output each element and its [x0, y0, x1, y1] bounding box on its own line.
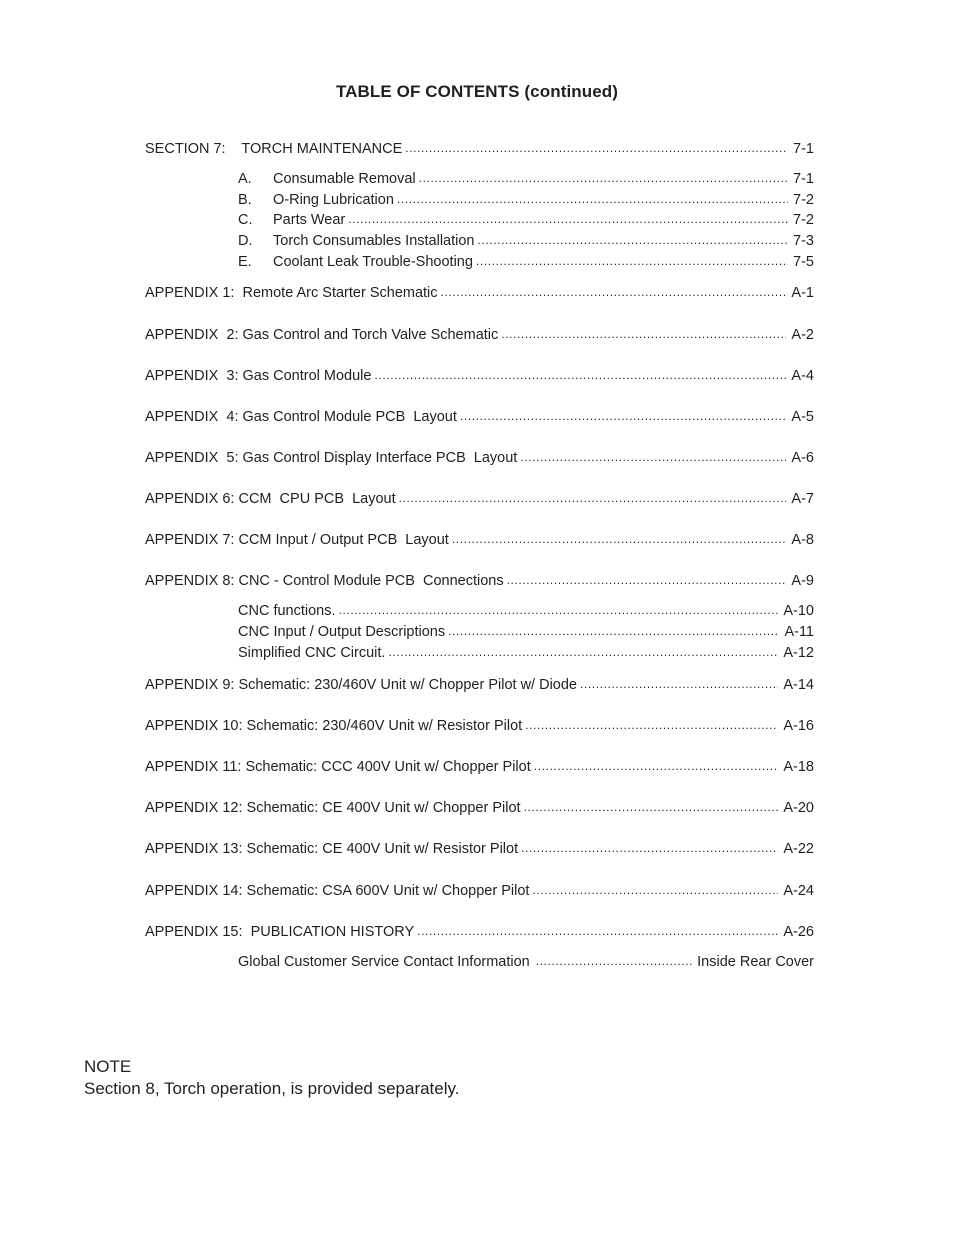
note-text: Section 8, Torch operation, is provided separately. — [84, 1079, 460, 1098]
toc-entry[interactable] — [145, 840, 814, 858]
dot-leader — [534, 757, 779, 775]
toc-subentry[interactable] — [238, 232, 814, 250]
toc-entry-label: SECTION 7: TORCH MAINTENANCE — [145, 141, 403, 157]
toc-entry-page: A-18 — [783, 759, 814, 775]
toc-subentry[interactable] — [238, 211, 814, 229]
toc-entry-label: APPENDIX 12: Schematic: CE 400V Unit w/ Chopper Pilot — [145, 800, 521, 816]
dot-leader — [452, 530, 787, 548]
dot-leader — [580, 675, 778, 693]
toc-subentry-letter: B. — [238, 192, 252, 208]
toc-subentry[interactable] — [238, 953, 814, 971]
dot-leader — [388, 643, 778, 661]
toc-subentry-page: 7-2 — [793, 212, 814, 228]
dot-leader — [419, 169, 788, 187]
toc-entry-label: APPENDIX 7: CCM Input / Output PCB Layout — [145, 532, 449, 548]
toc-entry[interactable] — [145, 140, 814, 158]
dot-leader — [521, 839, 778, 857]
dot-leader — [448, 622, 779, 640]
dot-leader — [399, 489, 787, 507]
toc-subentry-letter: A. — [238, 171, 252, 187]
toc-subentry-page: Inside Rear Cover — [697, 954, 814, 970]
toc-entry-page: A-5 — [791, 409, 814, 425]
toc-entry[interactable] — [145, 284, 814, 302]
toc-subentry-letter: E. — [238, 254, 252, 270]
toc-entry[interactable] — [145, 717, 814, 735]
toc-entry[interactable] — [145, 531, 814, 549]
dot-leader — [476, 252, 788, 270]
note-heading: NOTE — [84, 1057, 132, 1076]
toc-entry-label: APPENDIX 9: Schematic: 230/460V Unit w/ Chopper Pilot w/ Diode — [145, 677, 577, 693]
toc-subentry-label: O-Ring Lubrication — [273, 192, 394, 208]
page-title: TABLE OF CONTENTS (continued) — [335, 82, 619, 101]
toc-subentry-page: 7-3 — [793, 233, 814, 249]
toc-subentry-page: 7-5 — [793, 254, 814, 270]
dot-leader — [339, 601, 779, 619]
dot-leader — [417, 922, 778, 940]
toc-subentry-page: A-12 — [783, 645, 814, 661]
toc-entry[interactable] — [145, 676, 814, 694]
dot-leader — [478, 231, 789, 249]
toc-subentry-label: Simplified CNC Circuit. — [238, 645, 386, 661]
toc-subentry-label: Consumable Removal — [273, 171, 416, 187]
toc-subentry-label: Global Customer Service Contact Information — [238, 954, 530, 970]
toc-entry-label: APPENDIX 15: PUBLICATION HISTORY — [145, 924, 415, 940]
toc-subentry[interactable] — [238, 602, 814, 620]
toc-entry-page: A-1 — [791, 285, 814, 301]
toc-entry-label: APPENDIX 13: Schematic: CE 400V Unit w/ Resistor Pilot — [145, 841, 519, 857]
toc-entry-page: A-24 — [783, 883, 814, 899]
dot-leader — [405, 139, 788, 157]
toc-entry[interactable] — [145, 490, 814, 508]
toc-subentry-label: Parts Wear — [273, 212, 346, 228]
toc-entry-page: A-20 — [783, 800, 814, 816]
toc-entry[interactable] — [145, 799, 814, 817]
toc-subentry-letter: C. — [238, 212, 253, 228]
toc-entry-page: A-9 — [791, 573, 814, 589]
toc-entry-label: APPENDIX 8: CNC - Control Module PCB Connections — [145, 573, 504, 589]
toc-entry[interactable] — [145, 326, 814, 344]
toc-subentry-label: CNC functions. — [238, 603, 336, 619]
toc-entry[interactable] — [145, 367, 814, 385]
toc-subentry-page: 7-1 — [793, 171, 814, 187]
toc-entry-label: APPENDIX 5: Gas Control Display Interface PCB Layout — [145, 450, 518, 466]
toc-subentry[interactable] — [238, 623, 814, 641]
toc-entry[interactable] — [145, 572, 814, 590]
toc-entry-label: APPENDIX 10: Schematic: 230/460V Unit w/ Resistor Pilot — [145, 718, 523, 734]
dot-leader — [460, 407, 787, 425]
toc-subentry-letter: D. — [238, 233, 253, 249]
dot-leader — [536, 952, 692, 970]
toc-entry-label: APPENDIX 14: Schematic: CSA 600V Unit w/ Chopper Pilot — [145, 883, 530, 899]
dot-leader — [524, 798, 779, 816]
toc-entry[interactable] — [145, 408, 814, 426]
toc-subentry-label: Torch Consumables Installation — [273, 233, 475, 249]
dot-leader — [374, 366, 786, 384]
dot-leader — [525, 716, 778, 734]
toc-subentry-page: A-11 — [784, 624, 814, 640]
toc-entry-page: A-14 — [783, 677, 814, 693]
toc-entry-label: APPENDIX 3: Gas Control Module — [145, 368, 372, 384]
toc-entry[interactable] — [145, 449, 814, 467]
toc-subentry-page: A-10 — [783, 603, 814, 619]
toc-subentry-label: Coolant Leak Trouble-Shooting — [273, 254, 473, 270]
toc-entry[interactable] — [145, 923, 814, 941]
toc-entry[interactable] — [145, 758, 814, 776]
toc-subentry-label: CNC Input / Output Descriptions — [238, 624, 446, 640]
toc-entry[interactable] — [145, 882, 814, 900]
toc-entry-page: A-2 — [791, 327, 814, 343]
dot-leader — [348, 210, 788, 228]
toc-subentry[interactable] — [238, 191, 814, 209]
toc-subentry-page: 7-2 — [793, 192, 814, 208]
toc-subentry[interactable] — [238, 170, 814, 188]
toc-entry-label: APPENDIX 1: Remote Arc Starter Schematic — [145, 285, 438, 301]
toc-subentry[interactable] — [238, 253, 814, 271]
toc-subentry[interactable] — [238, 644, 814, 662]
toc-entry-page: 7-1 — [793, 141, 814, 157]
toc-entry-page: A-7 — [791, 491, 814, 507]
toc-entry-label: APPENDIX 2: Gas Control and Torch Valve Schematic — [145, 327, 499, 343]
dot-leader — [397, 190, 788, 208]
toc-entry-page: A-6 — [791, 450, 814, 466]
toc-entry-label: APPENDIX 11: Schematic: CCC 400V Unit w/ Chopper Pilot — [145, 759, 531, 775]
dot-leader — [441, 283, 787, 301]
dot-leader — [532, 881, 778, 899]
toc-entry-label: APPENDIX 6: CCM CPU PCB Layout — [145, 491, 396, 507]
toc-entry-label: APPENDIX 4: Gas Control Module PCB Layout — [145, 409, 457, 425]
toc-entry-page: A-26 — [783, 924, 814, 940]
dot-leader — [507, 571, 787, 589]
dot-leader — [520, 448, 786, 466]
toc-entry-page: A-22 — [783, 841, 814, 857]
toc-entry-page: A-16 — [783, 718, 814, 734]
toc-entry-page: A-4 — [791, 368, 814, 384]
dot-leader — [501, 325, 786, 343]
toc-entry-page: A-8 — [791, 532, 814, 548]
